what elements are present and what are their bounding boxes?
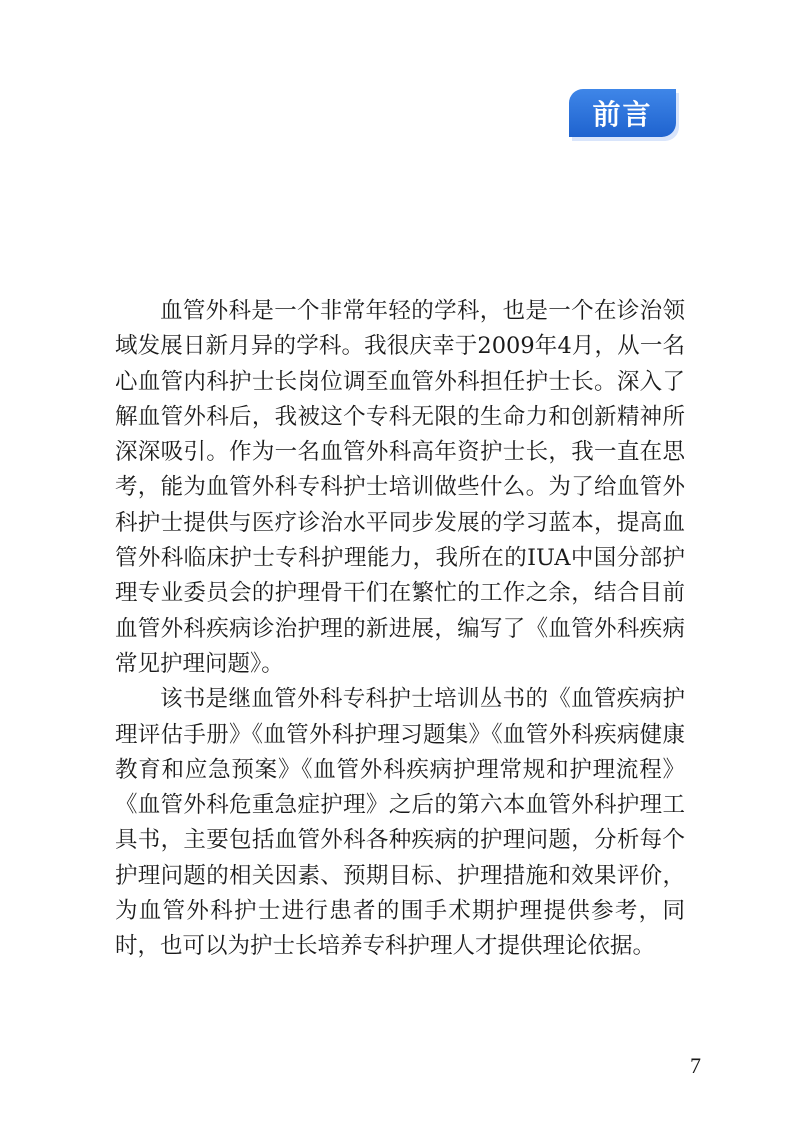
paragraph-2: 该书是继血管外科专科护士培训丛书的《血管疾病护理评估手册》《血管外科护理习题集》《血管外科疾病健康教育和应急预案》《血管外科疾病护理常规和护理流程》《血管外科危重急症护理》之后的第六本血管外科护理工具书，主要包括血管外科各种疾病的护理问题，分析每个护理问题的相关因素、预期目标、护理措施和效果评价，为血管外科护士进行患者的围手术期护理提供参考，同时，也可以为护士长培养专科护理人才提供理论依据。 xyxy=(115,686,685,960)
paragraph-1: 血管外科是一个非常年轻的学科，也是一个在诊治领域发展日新月异的学科。我很庆幸于2009年4月，从一名心血管内科护士长岗位调至血管外科担任护士长。深入了解血管外科后，我被这个专科无限的生命力和创新精神所深深吸引。作为一名血管外科高年资护士长，我一直在思考，能为血管外科专科护士培训做些什么。为了给血管外科护士提供与医疗诊治水平同步发展的学习蓝本，提高血管外科临床护士专科护理能力，我所在的IUA中国分部护理专业委员会的护理骨干们在繁忙的工作之余，结合目前血管外科疾病诊治护理的新进展，编写了《血管外科疾病常见护理问题》。 xyxy=(115,298,685,677)
section-heading-tab xyxy=(569,89,676,137)
section-heading: 前言 xyxy=(592,98,653,131)
page-number: 7 xyxy=(690,1053,701,1078)
body-text xyxy=(115,294,685,965)
